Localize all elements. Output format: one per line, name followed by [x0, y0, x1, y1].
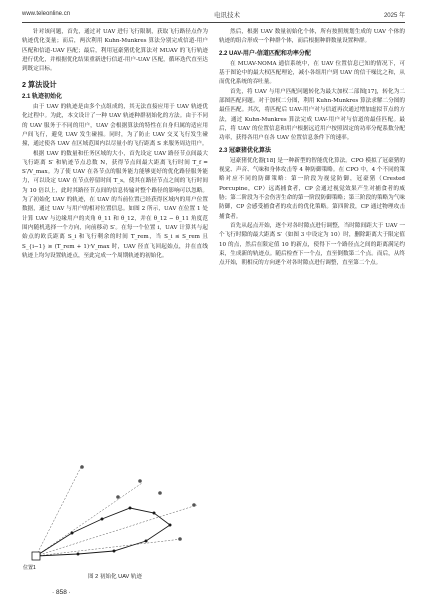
user-icon — [80, 465, 84, 469]
user-icon — [178, 537, 182, 541]
start-point-marker — [32, 552, 40, 560]
uav-trajectory — [36, 508, 170, 556]
start-point-label: 位置1 — [23, 565, 36, 571]
right-column — [219, 28, 405, 268]
trajectory-point — [145, 540, 148, 543]
boundary-line — [36, 483, 142, 556]
subsection-heading: 2.1 轨迹初始化 — [22, 93, 63, 100]
journal-year: 2025 年 — [383, 12, 405, 19]
paragraph: 然后，根据 UAV 数量初始化个体，所有按照规划生成的 UAV 个体的轨迹的组合形成一个种群个体，而后根据种群数量设置种群。 — [219, 29, 405, 45]
paragraph: 冠豪猪优化器[18] 是一种新型的智能优化算法。CPO 模拟了冠豪猪的视觉、声音、气味和身体攻击等 4 种防御策略。在 CPO 中，4 个不同的策略对应不同的防御策略：第一阶段为视觉防御，冠豪猪（Crested Porcupine，CP）远离捕食者，CP 会通过视觉效果产生对捕食者的威胁；第二阶段为不会伤害生命的第一阶段防御策略；第三阶段的策略为气味防御，CP 会感受捕食者的攻击的优化策略。第四阶段，CP 通过物理攻击捕食者。 — [219, 157, 405, 220]
journal-url: www.teleonline.cn — [22, 11, 71, 17]
user-icon — [116, 495, 120, 499]
paragraph: 在 MUAV-NOMA 通信系统中，在 UAV 位置信息已知的情况下，可基于图论中的最大权匹配理论，减小各组用户到 UAV 的信干噪比之和，从而优化系统的吞吐量。 — [219, 60, 405, 86]
trajectory-point — [71, 532, 74, 535]
trajectory-point — [129, 507, 132, 510]
subsection-heading: 2.2 UAV-用户-信道匹配和功率分配 — [219, 50, 311, 57]
user-icon — [158, 491, 162, 495]
figure-caption: 图 2 初始化 UAV 轨迹 — [88, 574, 142, 580]
boundary-line — [36, 465, 82, 556]
trajectory-point — [169, 524, 172, 527]
paragraph: 首先从起点开始，逐个对各时隙点进行调整，当时隙间距大于 UAV 一个飞行时隙的最大距离 S′（如图 3 中设定为 10）时，删除距离大于限定值 10 的点，然后在限定值 10 的新点，使得下一个路径点之间的距离满足约束，生成新的轨迹点。随后检查下一个点，直至倒数第二个点。而后，从终点开始，朝相反的方向逐个对各时隙点进行调整，直至第二个点。 — [219, 222, 405, 267]
paragraph: 根据 UAV 的数量和任务区域的大小，首先设定 UAV 路径节点间最大飞行距离 S′ 和轨迹节点总数 N，获得节点间最大距离飞行时间 T_f = S′/V_max。为了使 UAV 在各节点的服务能力能够更好的优化路径服务能力，可以设定 UAV 在节点停留时间 T_s，使其在路径节点之间的飞行时间为 10 倍以上，此时其路径节点间的信息传输对整个路径的影响可以忽略。为了初始化 UAV 的轨迹，在 UAV 的当前位置已经获得区域内的用户位置数据，通过 UAV 与用户的相对位置信息。如图 2 所示，UAV 在位置 1 处计算 UAV 与边缘用户的夹角 θ_11 和 θ_12，并在 θ_12 − θ_11 角度范围内随机选择一个方向，向前移动 S′。在每一个位置 i，UAV 计算其与起始点的欧氏距离 S_i 和飞行剩余的时间 T_rem，当 S_i ≤ S_rem 且 S_{i−1} ≥ (T_rem + 1)·V_max 时，UAV 径直飞回起始点，并在直线轨迹上均匀设置轨迹点，至此完成一个周期轨迹的初始化。 — [22, 150, 208, 259]
left-column — [22, 28, 208, 261]
page-number: · 858 · — [52, 589, 71, 596]
paragraph: 首先，将 UAV 与用户匹配问题转化为最大加权二部图[17]，转化为二部图匹配问题。对于加权二分图，利用 Kuhn-Munkres 算法求解二分图的最佳匹配。其次，将匹配后 UAV-用户对与信道再次通过增加虚拟节点的方法，通过 Kuhn-Munkres 算法完成 UAV-用户对与信道的最佳匹配。最后，将 UAV 的位置信息和用户根据远近用户按照固定的功率分配系数分配功率，获得各用户在各 UAV 位置信息条件下的速率。 — [219, 88, 405, 142]
subsection-heading: 2.3 冠豪猪优化算法 — [219, 147, 272, 154]
paragraph: 由于 UAV 的轨迹是由多个点组成的，其无法直接应用于 UAV 轨迹优化过程中。为此，本文设计了一种 UAV 轨迹种群初始化的方法。由于不同的 UAV 服务于不同的用户，UAV 会根据算法的特性在自身归属的适应用户间飞行，避免 UAV 发生碰撞。同时，为了防止 UAV 交叉飞行发生碰撞，通过使各 UAV 在区域范围内以尽量小的飞行距离 S 来服务周边用户。 — [22, 104, 208, 148]
page-header — [22, 8, 405, 23]
trajectory-point — [153, 512, 156, 515]
journal-title: 电讯技术 — [214, 10, 240, 19]
trajectory-point — [77, 553, 80, 556]
trajectory-figure — [22, 453, 208, 571]
user-icon — [192, 503, 196, 507]
section-heading: 2 算法设计 — [22, 80, 57, 90]
boundary-line — [36, 505, 197, 556]
trajectory-point — [113, 550, 116, 553]
trajectory-point — [101, 518, 104, 521]
paragraph: 针对该问题，首先，通过对 UAV 进行飞行限制，获取飞行路径点作为轨迹优化变量；而后，两次利用 Kuhn-Munkres 算法分别完成信道-用户匹配和信道-UAV 匹配；最后，利用冠豪猪优化算法对 MUAV 的飞行轨迹进行优化，并根据优化结果重新进行信道-用户-UAV 匹配，循环迭代直至达到既定目标。 — [22, 29, 208, 73]
user-icon — [138, 479, 142, 483]
